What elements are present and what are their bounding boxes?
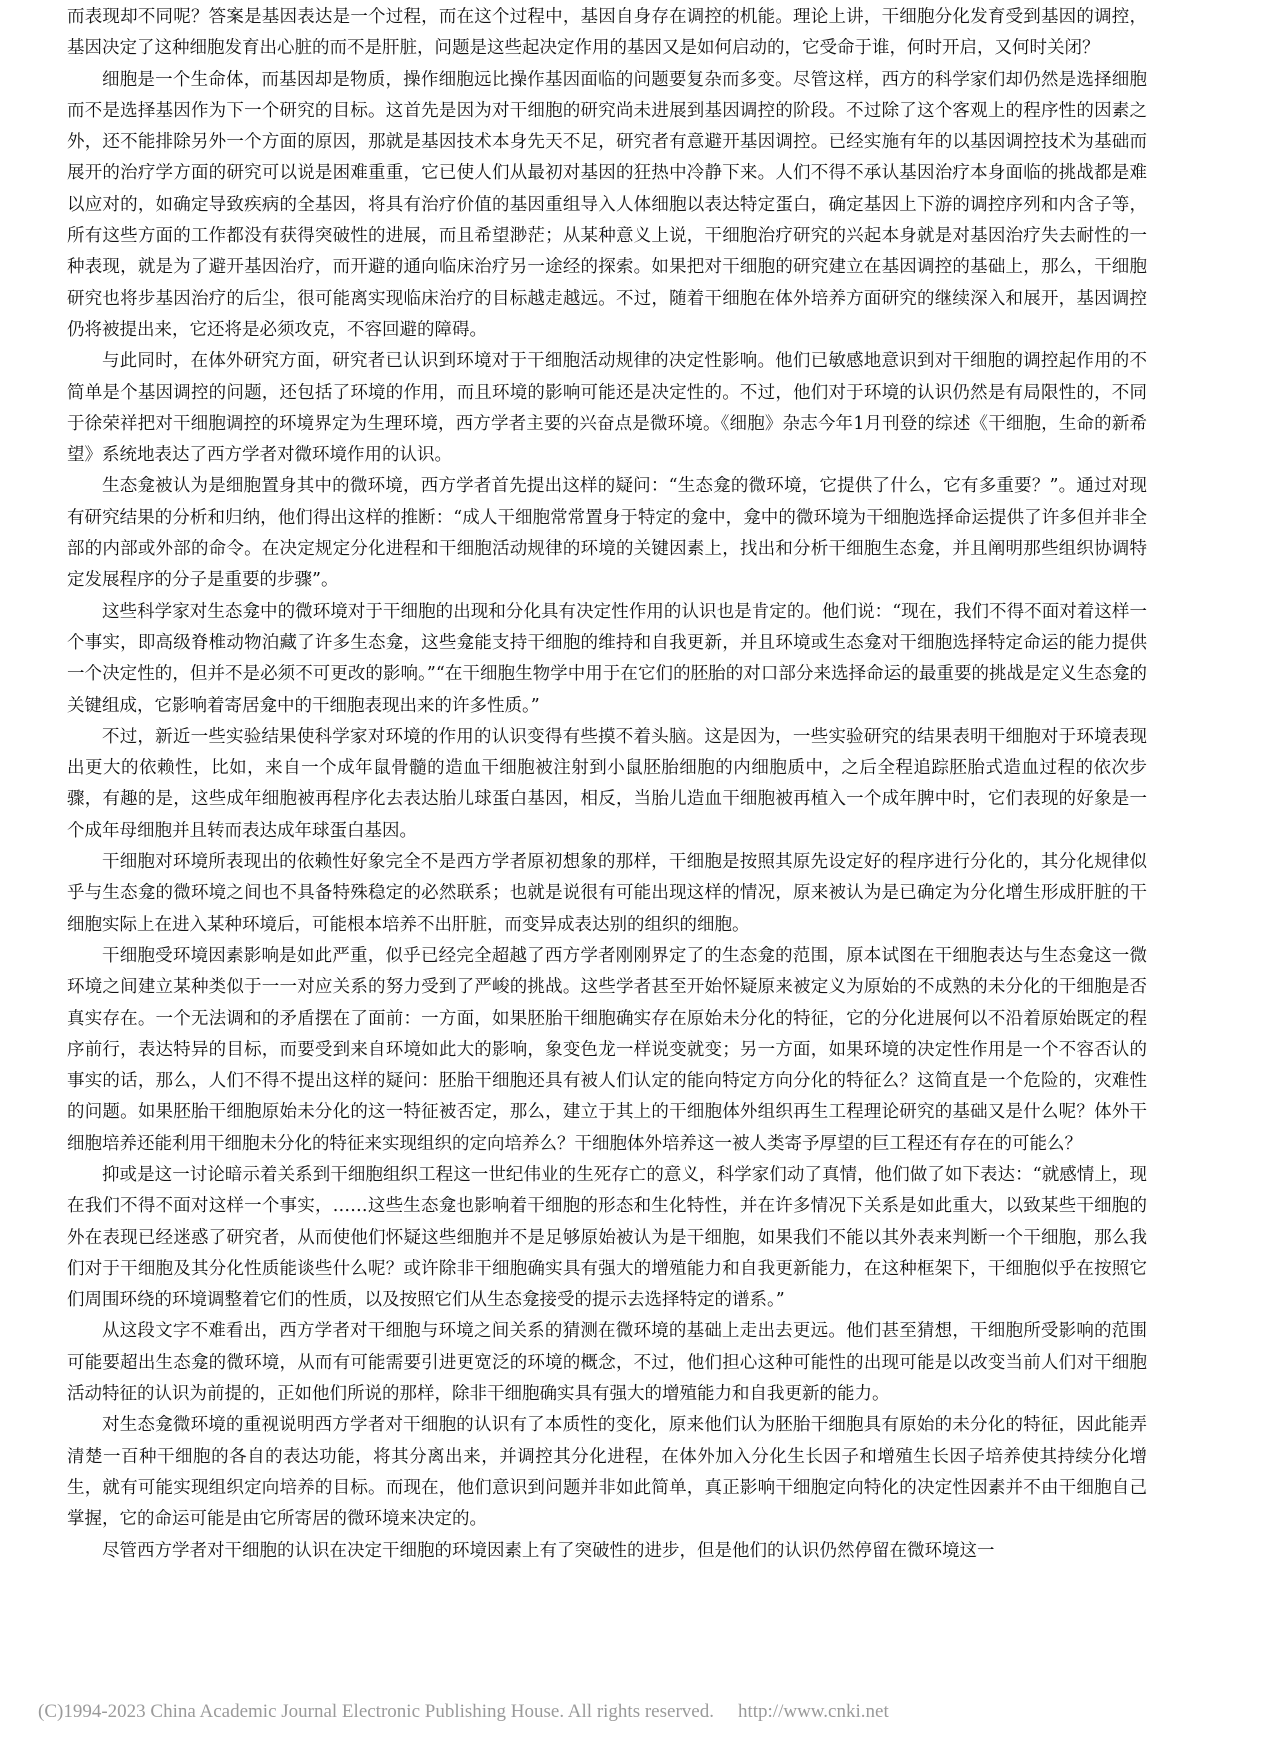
cnki-link[interactable]: http://www.cnki.net xyxy=(737,1701,889,1722)
paragraph-10: 从这段文字不难看出，西方学者对干细胞与环境之间关系的猜测在微环境的基础上走出去更远。他们甚至猜想，干细胞所受影响的范围可能要超出生态龛的微环境，从而有可能需要引进更宽泛的环境的概念，不过，他们担心这种可能性的出现可能是以改变当前人们对干细胞活动特征的认识为前提的，正如他们所说的那样，除非干细胞确实具有强大的增殖能力和自我更新的能力。 xyxy=(67,1321,1147,1405)
paragraph-2: 细胞是一个生命体，而基因却是物质，操作细胞远比操作基因面临的问题要复杂而多变。尽管这样，西方的科学家们却仍然是选择细胞而不是选择基因作为下一个研究的目标。这首先是因为对干细胞的研究尚未进展到基因调控的阶段。不过除了这个客观上的程序性的因素之外，还不能排除另外一个方面的原因，那就是基因技术本身先天不足，研究者有意避开基因调控。已经实施有年的以基因调控技术为基础而展开的治疗学方面的研究可以说是困难重重，它已使人们从最初对基因的狂热中冷静下来。人们不得不承认基因治疗本身面临的挑战都是难以应对的，如确定导致疾病的全基因，将具有治疗价值的基因重组导入人体细胞以表达特定蛋白，确定基因上下游的调控序列和内含子等，所有这些方面的工作都没有获得突破性的进展，而且希望渺茫；从某种意义上说，干细胞治疗研究的兴起本身就是对基因治疗失去耐性的一种表现，就是为了避开基因治疗，而开避的通向临床治疗另一途经的探索。如果把对干细胞的研究建立在基因调控的基础上，那么，干细胞研究也将步基因治疗的后尘，很可能离实现临床治疗的目标越走越远。不过，随着干细胞在体外培养方面研究的继续深入和展开，基因调控仍将被提出来，它还将是必须攻克，不容回避的障碍。 xyxy=(67,69,1147,340)
paragraph-5: 这些科学家对生态龛中的微环境对于干细胞的出现和分化具有决定性作用的认识也是肯定的。他们说：“现在，我们不得不面对着这样一个事实，即高级脊椎动物泊藏了许多生态龛，这些龛能支持干细胞的维持和自我更新，并且环境或生态龛对干细胞选择特定命运的能力提供一个决定性的，但并不是必须不可更改的影响。”“在干细胞生物学中用于在它们的胚胎的对口部分来选择命运的最重要的挑战是定义生态龛的关键组成，它影响着寄居龛中的干细胞表现出来的许多性质。” xyxy=(67,601,1147,716)
copyright-text: (C)1994-2023 China Academic Journal Electronic Publishing House. All rights reserved. xyxy=(38,1701,714,1722)
paragraph-9: 抑或是这一讨论暗示着关系到干细胞组织工程这一世纪伟业的生死存亡的意义，科学家们动了真情，他们做了如下表达：“就感情上，现在我们不得不面对这样一个事实，……这些生态龛也影响着干细胞的形态和生化特性，并在许多情况下关系是如此重大，以致某些干细胞的外在表现已经迷惑了研究者，从而使他们怀疑这些细胞并不是足够原始被认为是干细胞，如果我们不能以其外表来判断一个干细胞，那么我们对于干细胞及其分化性质能谈些什么呢？或许除非干细胞确实具有强大的增殖能力和自我更新能力，在这种框架下，干细胞似乎在按照它们周围环绕的环境调整着它们的性质，以及按照它们从生态龛接受的提示去选择特定的谱系。” xyxy=(67,1164,1147,1311)
paragraph-11: 对生态龛微环境的重视说明西方学者对干细胞的认识有了本质性的变化，原来他们认为胚胎干细胞具有原始的未分化的特征，因此能弄清楚一百种干细胞的各自的表达功能，将其分离出来，并调控其分化进程，在体外加入分化生长因子和增殖生长因子培养使其持续分化增生，就有可能实现组织定向培养的目标。而现在，他们意识到问题并非如此简单，真正影响干细胞定向特化的决定性因素并不由干细胞自己掌握，它的命运可能是由它所寄居的微环境来决定的。 xyxy=(67,1415,1147,1530)
paragraph-4: 生态龛被认为是细胞置身其中的微环境，西方学者首先提出这样的疑问：“生态龛的微环境，它提供了什么，它有多重要？”。通过对现有研究结果的分析和归纳，他们得出这样的推断：“成人干细胞常常置身于特定的龛中，龛中的微环境为干细胞选择命运提供了许多但并非全部的内部或外部的命令。在决定规定分化进程和干细胞活动规律的环境的关键因素上，找出和分析干细胞生态龛，并且阐明那些组织协调特定发展程序的分子是重要的步骤”。 xyxy=(67,476,1147,591)
paragraph-12: 尽管西方学者对干细胞的认识在决定干细胞的环境因素上有了突破性的进步，但是他们的认识仍然停留在微环境这一 xyxy=(102,1540,995,1561)
paragraph-3: 与此同时，在体外研究方面，研究者已认识到环境对于干细胞活动规律的决定性影响。他们已敏感地意识到对干细胞的调控起作用的不简单是个基因调控的问题，还包括了环境的作用，而且环境的影响可能还是决定性的。不过，他们对于环境的认识仍然是有局限性的，不同于徐荣祥把对干细胞调控的环境界定为生理环境，西方学者主要的兴奋点是微环境。《细胞》杂志今年1月刊登的综述《干细胞，生命的新希望》系统地表达了西方学者对微环境作用的认识。 xyxy=(67,351,1147,466)
article-body xyxy=(67,2,1147,1662)
paragraph-8: 干细胞受环境因素影响是如此严重，似乎已经完全超越了西方学者刚刚界定了的生态龛的范围，原本试图在干细胞表达与生态龛这一微环境之间建立某种类似于一一对应关系的努力受到了严峻的挑战。这些学者甚至开始怀疑原来被定义为原始的不成熟的未分化的干细胞是否真实存在。一个无法调和的矛盾摆在了面前：一方面，如果胚胎干细胞确实存在原始未分化的特征，它的分化进展何以不沿着原始既定的程序前行，表达特异的目标，而要受到来自环境如此大的影响，象变色龙一样说变就变；另一方面，如果环境的决定性作用是一个不容否认的事实的话，那么，人们不得不提出这样的疑问：胚胎干细胞还具有被人们认定的能向特定方向分化的特征么？这简直是一个危险的，灾难性的问题。如果胚胎干细胞原始未分化的这一特征被否定，那么，建立于其上的干细胞体外组织再生工程理论研究的基础又是什么呢？体外干细胞培养还能利用干细胞未分化的特征来实现组织的定向培养么？干细胞体外培养这一被人类寄予厚望的巨工程还有存在的可能么？ xyxy=(67,945,1147,1154)
paragraph-7: 干细胞对环境所表现出的依赖性好象完全不是西方学者原初想象的那样，干细胞是按照其原先设定好的程序进行分化的，其分化规律似乎与生态龛的微环境之间也不具备特殊稳定的必然联系；也就是说很有可能出现这样的情况，原来被认为是已确定为分化增生形成肝脏的干细胞实际上在进入某种环境后，可能根本培养不出肝脏，而变异成表达别的组织的细胞。 xyxy=(67,852,1147,935)
paragraph-1: 而表现却不同呢？答案是基因表达是一个过程，而在这个过程中，基因自身存在调控的机能。理论上讲，干细胞分化发育受到基因的调控，基因决定了这种细胞发育出心脏的而不是肝脏，问题是这些起决定作用的基因又是如何启动的，它受命于谁，何时开启，又何时关闭？ xyxy=(67,7,1147,59)
copyright-footer xyxy=(38,1697,1238,1727)
paragraph-6: 不过，新近一些实验结果使科学家对环境的作用的认识变得有些摸不着头脑。这是因为，一些实验研究的结果表明干细胞对于环境表现出更大的依赖性，比如，来自一个成年鼠骨髓的造血干细胞被注射到小鼠胚胎细胞的内细胞质中，之后全程追踪胚胎式造血过程的依次步骤，有趣的是，这些成年细胞被再程序化去表达胎儿球蛋白基因，相反，当胎儿造血干细胞被再植入一个成年脾中时，它们表现的好象是一个成年母细胞并且转而表达成年球蛋白基因。 xyxy=(67,726,1147,841)
